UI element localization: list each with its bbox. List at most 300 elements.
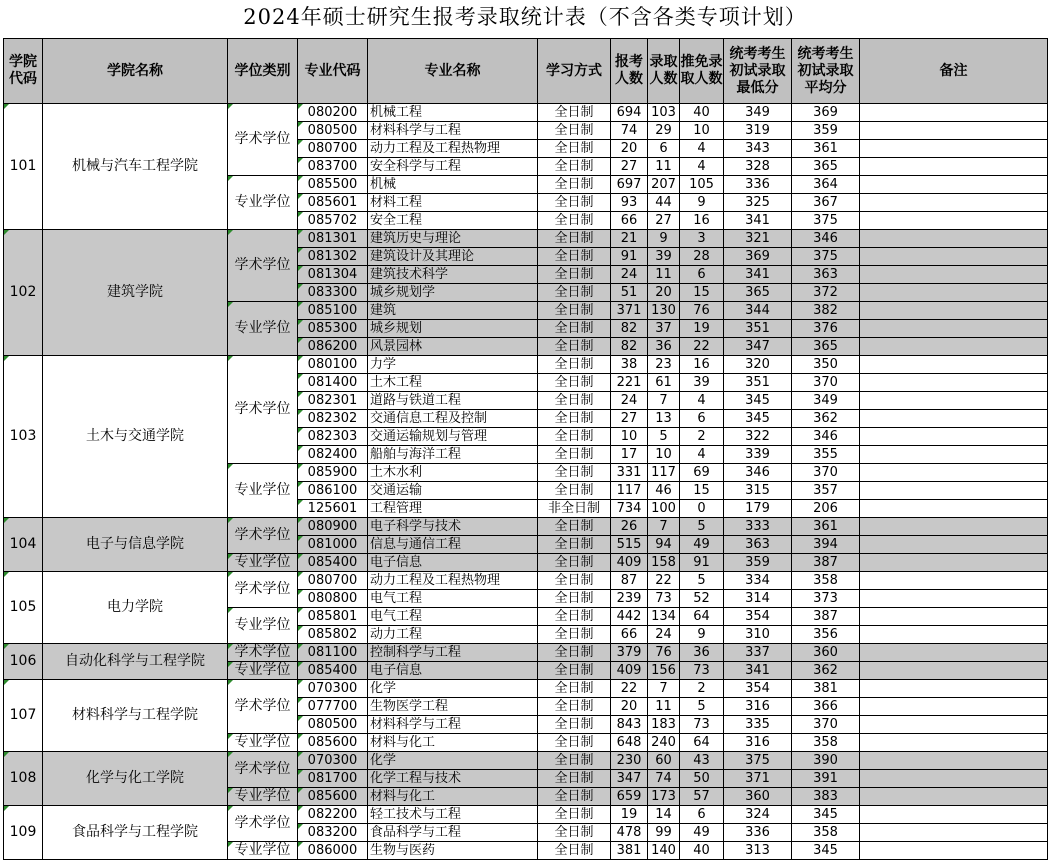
exempt-cell: 49: [680, 824, 724, 842]
admitted-cell: 44: [648, 194, 680, 212]
major-name-cell: 化学: [368, 680, 538, 698]
major-code-cell: 082400: [298, 446, 368, 464]
exempt-cell: 9: [680, 194, 724, 212]
study-mode-cell: 全日制: [538, 302, 611, 320]
major-name-cell: 机械工程: [368, 104, 538, 122]
major-name-cell: 建筑设计及其理论: [368, 248, 538, 266]
remarks-cell: [860, 536, 1048, 554]
header-major-code: 专业代码: [298, 39, 368, 104]
school-name-cell: 食品科学与工程学院: [43, 806, 228, 860]
min-score-cell: 341: [724, 212, 792, 230]
admitted-cell: 99: [648, 824, 680, 842]
major-name-cell: 动力工程及工程热物理: [368, 140, 538, 158]
avg-score-cell: 375: [792, 248, 860, 266]
avg-score-cell: 363: [792, 266, 860, 284]
study-mode-cell: 全日制: [538, 230, 611, 248]
applicants-cell: 409: [611, 662, 648, 680]
major-name-cell: 轻工技术与工程: [368, 806, 538, 824]
school-name-cell: 化学与化工学院: [43, 752, 228, 806]
major-name-cell: 土木水利: [368, 464, 538, 482]
min-score-cell: 319: [724, 122, 792, 140]
school-name-cell: 材料科学与工程学院: [43, 680, 228, 752]
major-name-cell: 土木工程: [368, 374, 538, 392]
major-code-cell: 085801: [298, 608, 368, 626]
study-mode-cell: 全日制: [538, 194, 611, 212]
applicants-cell: 66: [611, 626, 648, 644]
applicants-cell: 93: [611, 194, 648, 212]
admitted-cell: 60: [648, 752, 680, 770]
major-name-cell: 船舶与海洋工程: [368, 446, 538, 464]
major-name-cell: 食品科学与工程: [368, 824, 538, 842]
admitted-cell: 158: [648, 554, 680, 572]
applicants-cell: 21: [611, 230, 648, 248]
admitted-cell: 240: [648, 734, 680, 752]
table-body: [4, 104, 1048, 860]
avg-score-cell: 383: [792, 788, 860, 806]
remarks-cell: [860, 770, 1048, 788]
table-row: [4, 104, 1048, 122]
applicants-cell: 478: [611, 824, 648, 842]
school-name-cell: 自动化科学与工程学院: [43, 644, 228, 680]
study-mode-cell: 全日制: [538, 284, 611, 302]
remarks-cell: [860, 482, 1048, 500]
remarks-cell: [860, 446, 1048, 464]
table-row: [4, 518, 1048, 536]
min-score-cell: 314: [724, 590, 792, 608]
min-score-cell: 316: [724, 734, 792, 752]
exempt-cell: 10: [680, 122, 724, 140]
remarks-cell: [860, 284, 1048, 302]
admitted-cell: 20: [648, 284, 680, 302]
school-code-cell: 101: [4, 104, 43, 230]
major-code-cell: 085702: [298, 212, 368, 230]
applicants-cell: 843: [611, 716, 648, 734]
exempt-cell: 5: [680, 572, 724, 590]
major-code-cell: 070300: [298, 680, 368, 698]
remarks-cell: [860, 338, 1048, 356]
table-row: [4, 680, 1048, 698]
major-code-cell: 080700: [298, 572, 368, 590]
major-code-cell: 080200: [298, 104, 368, 122]
major-name-cell: 交通运输: [368, 482, 538, 500]
remarks-cell: [860, 320, 1048, 338]
exempt-cell: 15: [680, 284, 724, 302]
study-mode-cell: 全日制: [538, 212, 611, 230]
degree-type-cell: 专业学位: [228, 464, 298, 518]
exempt-cell: 49: [680, 536, 724, 554]
avg-score-cell: 345: [792, 806, 860, 824]
study-mode-cell: 全日制: [538, 554, 611, 572]
degree-type-cell: 学术学位: [228, 680, 298, 734]
major-code-cell: 085100: [298, 302, 368, 320]
header-study-mode: 学习方式: [538, 39, 611, 104]
exempt-cell: 15: [680, 482, 724, 500]
header-avg-score: 统考考生初试录取平均分: [792, 39, 860, 104]
applicants-cell: 51: [611, 284, 648, 302]
admitted-cell: 36: [648, 338, 680, 356]
school-name-cell: 土木与交通学院: [43, 356, 228, 518]
avg-score-cell: 370: [792, 374, 860, 392]
header-admitted: 录取人数: [648, 39, 680, 104]
avg-score-cell: 346: [792, 428, 860, 446]
exempt-cell: 6: [680, 410, 724, 428]
min-score-cell: 341: [724, 266, 792, 284]
admitted-cell: 156: [648, 662, 680, 680]
remarks-cell: [860, 176, 1048, 194]
avg-score-cell: 350: [792, 356, 860, 374]
remarks-cell: [860, 554, 1048, 572]
min-score-cell: 344: [724, 302, 792, 320]
major-code-cell: 081100: [298, 644, 368, 662]
exempt-cell: 9: [680, 626, 724, 644]
admitted-cell: 5: [648, 428, 680, 446]
applicants-cell: 24: [611, 266, 648, 284]
remarks-cell: [860, 590, 1048, 608]
avg-score-cell: 360: [792, 644, 860, 662]
major-name-cell: 安全工程: [368, 212, 538, 230]
avg-score-cell: 365: [792, 338, 860, 356]
degree-type-cell: 专业学位: [228, 788, 298, 806]
avg-score-cell: 365: [792, 158, 860, 176]
remarks-cell: [860, 158, 1048, 176]
exempt-cell: 40: [680, 842, 724, 860]
major-code-cell: 082303: [298, 428, 368, 446]
exempt-cell: 5: [680, 698, 724, 716]
remarks-cell: [860, 410, 1048, 428]
admitted-cell: 130: [648, 302, 680, 320]
major-code-cell: 077700: [298, 698, 368, 716]
exempt-cell: 105: [680, 176, 724, 194]
study-mode-cell: 全日制: [538, 842, 611, 860]
study-mode-cell: 全日制: [538, 482, 611, 500]
applicants-cell: 74: [611, 122, 648, 140]
avg-score-cell: 387: [792, 554, 860, 572]
major-name-cell: 道路与铁道工程: [368, 392, 538, 410]
school-name-cell: 电力学院: [43, 572, 228, 644]
major-name-cell: 机械: [368, 176, 538, 194]
major-code-cell: 086200: [298, 338, 368, 356]
degree-type-cell: 专业学位: [228, 608, 298, 644]
exempt-cell: 4: [680, 446, 724, 464]
table-row: [4, 572, 1048, 590]
major-name-cell: 生物医学工程: [368, 698, 538, 716]
admitted-cell: 39: [648, 248, 680, 266]
applicants-cell: 409: [611, 554, 648, 572]
major-name-cell: 电气工程: [368, 590, 538, 608]
study-mode-cell: 全日制: [538, 608, 611, 626]
study-mode-cell: 全日制: [538, 464, 611, 482]
admitted-cell: 13: [648, 410, 680, 428]
major-name-cell: 材料科学与工程: [368, 716, 538, 734]
degree-type-cell: 专业学位: [228, 842, 298, 860]
applicants-cell: 659: [611, 788, 648, 806]
major-name-cell: 材料与化工: [368, 734, 538, 752]
applicants-cell: 20: [611, 698, 648, 716]
major-name-cell: 风景园林: [368, 338, 538, 356]
major-name-cell: 材料与化工: [368, 788, 538, 806]
remarks-cell: [860, 140, 1048, 158]
avg-score-cell: 362: [792, 662, 860, 680]
major-code-cell: 080900: [298, 518, 368, 536]
remarks-cell: [860, 230, 1048, 248]
admitted-cell: 94: [648, 536, 680, 554]
study-mode-cell: 非全日制: [538, 500, 611, 518]
major-name-cell: 建筑技术科学: [368, 266, 538, 284]
admitted-cell: 61: [648, 374, 680, 392]
remarks-cell: [860, 194, 1048, 212]
avg-score-cell: 357: [792, 482, 860, 500]
header-min-score: 统考考生初试录取最低分: [724, 39, 792, 104]
exempt-cell: 3: [680, 230, 724, 248]
min-score-cell: 375: [724, 752, 792, 770]
avg-score-cell: 206: [792, 500, 860, 518]
header-row: [4, 39, 1048, 104]
exempt-cell: 69: [680, 464, 724, 482]
exempt-cell: 52: [680, 590, 724, 608]
remarks-cell: [860, 122, 1048, 140]
applicants-cell: 82: [611, 338, 648, 356]
study-mode-cell: 全日制: [538, 626, 611, 644]
major-name-cell: 交通信息工程及控制: [368, 410, 538, 428]
admitted-cell: 173: [648, 788, 680, 806]
major-name-cell: 电子信息: [368, 662, 538, 680]
admitted-cell: 100: [648, 500, 680, 518]
major-name-cell: 化学工程与技术: [368, 770, 538, 788]
major-code-cell: 081700: [298, 770, 368, 788]
avg-score-cell: 370: [792, 464, 860, 482]
remarks-cell: [860, 518, 1048, 536]
applicants-cell: 734: [611, 500, 648, 518]
min-score-cell: 347: [724, 338, 792, 356]
study-mode-cell: 全日制: [538, 536, 611, 554]
applicants-cell: 697: [611, 176, 648, 194]
study-mode-cell: 全日制: [538, 572, 611, 590]
major-name-cell: 力学: [368, 356, 538, 374]
min-score-cell: 315: [724, 482, 792, 500]
study-mode-cell: 全日制: [538, 680, 611, 698]
applicants-cell: 87: [611, 572, 648, 590]
major-code-cell: 082200: [298, 806, 368, 824]
exempt-cell: 57: [680, 788, 724, 806]
min-score-cell: 324: [724, 806, 792, 824]
min-score-cell: 334: [724, 572, 792, 590]
applicants-cell: 221: [611, 374, 648, 392]
school-code-cell: 108: [4, 752, 43, 806]
min-score-cell: 313: [724, 842, 792, 860]
study-mode-cell: 全日制: [538, 662, 611, 680]
major-code-cell: 085300: [298, 320, 368, 338]
degree-type-cell: 学术学位: [228, 644, 298, 662]
major-code-cell: 085400: [298, 554, 368, 572]
min-score-cell: 341: [724, 662, 792, 680]
min-score-cell: 320: [724, 356, 792, 374]
degree-type-cell: 学术学位: [228, 518, 298, 554]
min-score-cell: 337: [724, 644, 792, 662]
study-mode-cell: 全日制: [538, 716, 611, 734]
major-code-cell: 080500: [298, 716, 368, 734]
applicants-cell: 371: [611, 302, 648, 320]
study-mode-cell: 全日制: [538, 104, 611, 122]
admitted-cell: 140: [648, 842, 680, 860]
admitted-cell: 27: [648, 212, 680, 230]
remarks-cell: [860, 842, 1048, 860]
remarks-cell: [860, 608, 1048, 626]
min-score-cell: 310: [724, 626, 792, 644]
avg-score-cell: 387: [792, 608, 860, 626]
major-name-cell: 化学: [368, 752, 538, 770]
exempt-cell: 19: [680, 320, 724, 338]
study-mode-cell: 全日制: [538, 266, 611, 284]
avg-score-cell: 366: [792, 698, 860, 716]
major-code-cell: 081302: [298, 248, 368, 266]
major-name-cell: 交通运输规划与管理: [368, 428, 538, 446]
applicants-cell: 27: [611, 410, 648, 428]
study-mode-cell: 全日制: [538, 122, 611, 140]
school-code-cell: 105: [4, 572, 43, 644]
table-row: [4, 806, 1048, 824]
avg-score-cell: 356: [792, 626, 860, 644]
remarks-cell: [860, 302, 1048, 320]
applicants-cell: 19: [611, 806, 648, 824]
avg-score-cell: 382: [792, 302, 860, 320]
min-score-cell: 336: [724, 176, 792, 194]
remarks-cell: [860, 734, 1048, 752]
major-code-cell: 085600: [298, 788, 368, 806]
exempt-cell: 16: [680, 212, 724, 230]
applicants-cell: 239: [611, 590, 648, 608]
applicants-cell: 17: [611, 446, 648, 464]
min-score-cell: 345: [724, 410, 792, 428]
applicants-cell: 22: [611, 680, 648, 698]
major-code-cell: 086000: [298, 842, 368, 860]
major-code-cell: 085500: [298, 176, 368, 194]
remarks-cell: [860, 104, 1048, 122]
remarks-cell: [860, 248, 1048, 266]
remarks-cell: [860, 626, 1048, 644]
exempt-cell: 43: [680, 752, 724, 770]
study-mode-cell: 全日制: [538, 374, 611, 392]
applicants-cell: 694: [611, 104, 648, 122]
study-mode-cell: 全日制: [538, 410, 611, 428]
min-score-cell: 328: [724, 158, 792, 176]
major-name-cell: 电子科学与技术: [368, 518, 538, 536]
study-mode-cell: 全日制: [538, 752, 611, 770]
avg-score-cell: 358: [792, 824, 860, 842]
exempt-cell: 50: [680, 770, 724, 788]
min-score-cell: 354: [724, 680, 792, 698]
header-school-code: 学院代码: [4, 39, 43, 104]
study-mode-cell: 全日制: [538, 698, 611, 716]
study-mode-cell: 全日制: [538, 644, 611, 662]
degree-type-cell: 专业学位: [228, 176, 298, 230]
major-name-cell: 材料科学与工程: [368, 122, 538, 140]
study-mode-cell: 全日制: [538, 788, 611, 806]
avg-score-cell: 359: [792, 122, 860, 140]
min-score-cell: 365: [724, 284, 792, 302]
table-row: [4, 230, 1048, 248]
major-code-cell: 085900: [298, 464, 368, 482]
exempt-cell: 2: [680, 428, 724, 446]
avg-score-cell: 370: [792, 716, 860, 734]
major-code-cell: 081304: [298, 266, 368, 284]
remarks-cell: [860, 752, 1048, 770]
admitted-cell: 46: [648, 482, 680, 500]
avg-score-cell: 346: [792, 230, 860, 248]
header-exempt: 推免录取人数: [680, 39, 724, 104]
study-mode-cell: 全日制: [538, 806, 611, 824]
admitted-cell: 74: [648, 770, 680, 788]
min-score-cell: 316: [724, 698, 792, 716]
avg-score-cell: 362: [792, 410, 860, 428]
min-score-cell: 333: [724, 518, 792, 536]
remarks-cell: [860, 464, 1048, 482]
applicants-cell: 442: [611, 608, 648, 626]
major-name-cell: 动力工程及工程热物理: [368, 572, 538, 590]
applicants-cell: 331: [611, 464, 648, 482]
applicants-cell: 515: [611, 536, 648, 554]
admitted-cell: 9: [648, 230, 680, 248]
admitted-cell: 6: [648, 140, 680, 158]
exempt-cell: 91: [680, 554, 724, 572]
major-code-cell: 085600: [298, 734, 368, 752]
table-row: [4, 644, 1048, 662]
exempt-cell: 39: [680, 374, 724, 392]
study-mode-cell: 全日制: [538, 158, 611, 176]
avg-score-cell: 375: [792, 212, 860, 230]
major-name-cell: 工程管理: [368, 500, 538, 518]
admitted-cell: 14: [648, 806, 680, 824]
major-code-cell: 083200: [298, 824, 368, 842]
remarks-cell: [860, 644, 1048, 662]
min-score-cell: 360: [724, 788, 792, 806]
min-score-cell: 351: [724, 374, 792, 392]
remarks-cell: [860, 500, 1048, 518]
admitted-cell: 76: [648, 644, 680, 662]
avg-score-cell: 361: [792, 140, 860, 158]
admitted-cell: 103: [648, 104, 680, 122]
exempt-cell: 73: [680, 662, 724, 680]
study-mode-cell: 全日制: [538, 770, 611, 788]
exempt-cell: 4: [680, 140, 724, 158]
exempt-cell: 22: [680, 338, 724, 356]
major-code-cell: 085400: [298, 662, 368, 680]
study-mode-cell: 全日制: [538, 338, 611, 356]
avg-score-cell: 372: [792, 284, 860, 302]
degree-type-cell: 学术学位: [228, 752, 298, 788]
applicants-cell: 82: [611, 320, 648, 338]
admitted-cell: 11: [648, 698, 680, 716]
exempt-cell: 4: [680, 158, 724, 176]
major-code-cell: 083700: [298, 158, 368, 176]
remarks-cell: [860, 680, 1048, 698]
major-code-cell: 080700: [298, 140, 368, 158]
min-score-cell: 325: [724, 194, 792, 212]
degree-type-cell: 专业学位: [228, 662, 298, 680]
avg-score-cell: 381: [792, 680, 860, 698]
remarks-cell: [860, 212, 1048, 230]
school-code-cell: 106: [4, 644, 43, 680]
applicants-cell: 347: [611, 770, 648, 788]
min-score-cell: 179: [724, 500, 792, 518]
major-name-cell: 电气工程: [368, 608, 538, 626]
applicants-cell: 20: [611, 140, 648, 158]
study-mode-cell: 全日制: [538, 428, 611, 446]
remarks-cell: [860, 788, 1048, 806]
degree-type-cell: 学术学位: [228, 230, 298, 302]
avg-score-cell: 358: [792, 572, 860, 590]
remarks-cell: [860, 374, 1048, 392]
remarks-cell: [860, 698, 1048, 716]
